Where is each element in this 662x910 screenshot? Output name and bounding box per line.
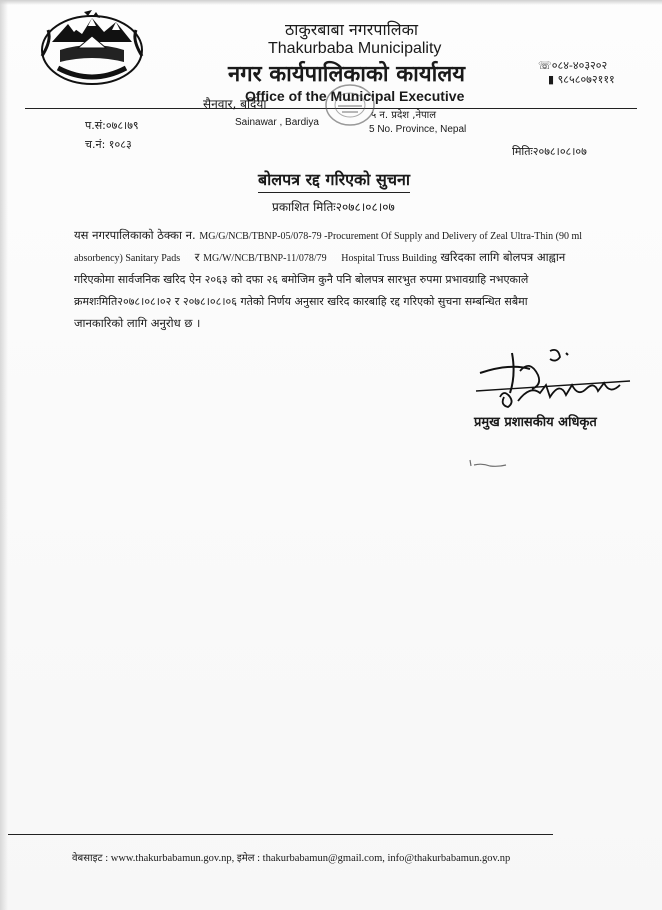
scan-edge bbox=[0, 0, 8, 910]
address-nepali-left: सैनवार, बर्दिया bbox=[203, 97, 267, 111]
municipality-name-nepali: ठाकुरबाबा नगरपालिका bbox=[285, 20, 419, 39]
signatory-title: प्रमुख प्रशासकीय अधिकृत bbox=[474, 415, 597, 430]
notice-body-line-1: यस नगरपालिकाको ठेक्का न. MG/G/NCB/TBNP-05/078-79 -Procurement Of Supply and Delivery of Zeal Ultra-Thin (90 ml bbox=[74, 228, 583, 242]
notice-body-line-4: क्रमशःमिति२०७८।०८।०२ र २०७८।०८।०६ गतेको निर्णय अनुसार खरिद कारबाहि रद्द गरिएको सुचना सम्बन्धित सबैमा bbox=[74, 295, 528, 308]
handwritten-signature bbox=[470, 345, 640, 420]
address-nepali-right: ५ न. प्रदेश ,नेपाल bbox=[371, 110, 437, 121]
address-english-right: 5 No. Province, Nepal bbox=[369, 124, 467, 135]
notice-body-line-5: जानकारिको लागि अनुरोध छ । bbox=[74, 316, 201, 330]
phone-number-1: ☏०८४-४०३२०२ bbox=[538, 59, 608, 72]
published-date: प्रकाशित मितिः२०७८।०८।०७ bbox=[272, 200, 395, 214]
letter-number: प.सं:०७८।७९ bbox=[85, 119, 139, 132]
notice-body-line-2: absorbency) Sanitary Pads र MG/W/NCB/TBNP-11/078/79 Hospital Truss Building खरिदका लागि बोलपत्र आह्वान bbox=[74, 250, 566, 264]
notice-title: बोलपत्र रद्द गरिएको सुचना bbox=[258, 168, 410, 193]
scan-edge-top bbox=[0, 0, 662, 5]
letter-date: मितिः२०७८।०८।०७ bbox=[512, 145, 587, 158]
notice-body-line-3: गरिएकोमा सार्वजनिक खरिद ऐन २०६३ को दफा २६ बमोजिम कुनै पनि बोलपत्र सारभुत रुपमा प्रभावग्राहि नभएकाले bbox=[74, 273, 529, 286]
address-english-left: Sainawar , Bardiya bbox=[235, 117, 319, 128]
phone-number-2: ▮ ९८५८०७२१११ bbox=[548, 73, 615, 86]
mobile-icon: ▮ bbox=[548, 73, 558, 86]
footer-divider bbox=[8, 834, 553, 835]
nepal-emblem-icon bbox=[38, 10, 146, 88]
footer-contact: वेबसाइट : www.thakurbabamun.gov.np, इमेल : thakurbabamun@gmail.com, info@thakurbabamun.gov.np bbox=[72, 853, 511, 864]
office-name-nepali: नगर कार्यपालिकाको कार्यालय bbox=[228, 62, 465, 87]
phone-icon: ☏ bbox=[538, 59, 552, 72]
dispatch-number: च.नं: १०८३ bbox=[85, 138, 132, 151]
office-seal-stamp bbox=[324, 82, 376, 128]
municipality-name-english: Thakurbaba Municipality bbox=[268, 40, 442, 57]
office-name-english: Office of the Municipal Executive bbox=[245, 88, 465, 104]
ink-smudge bbox=[468, 458, 508, 468]
